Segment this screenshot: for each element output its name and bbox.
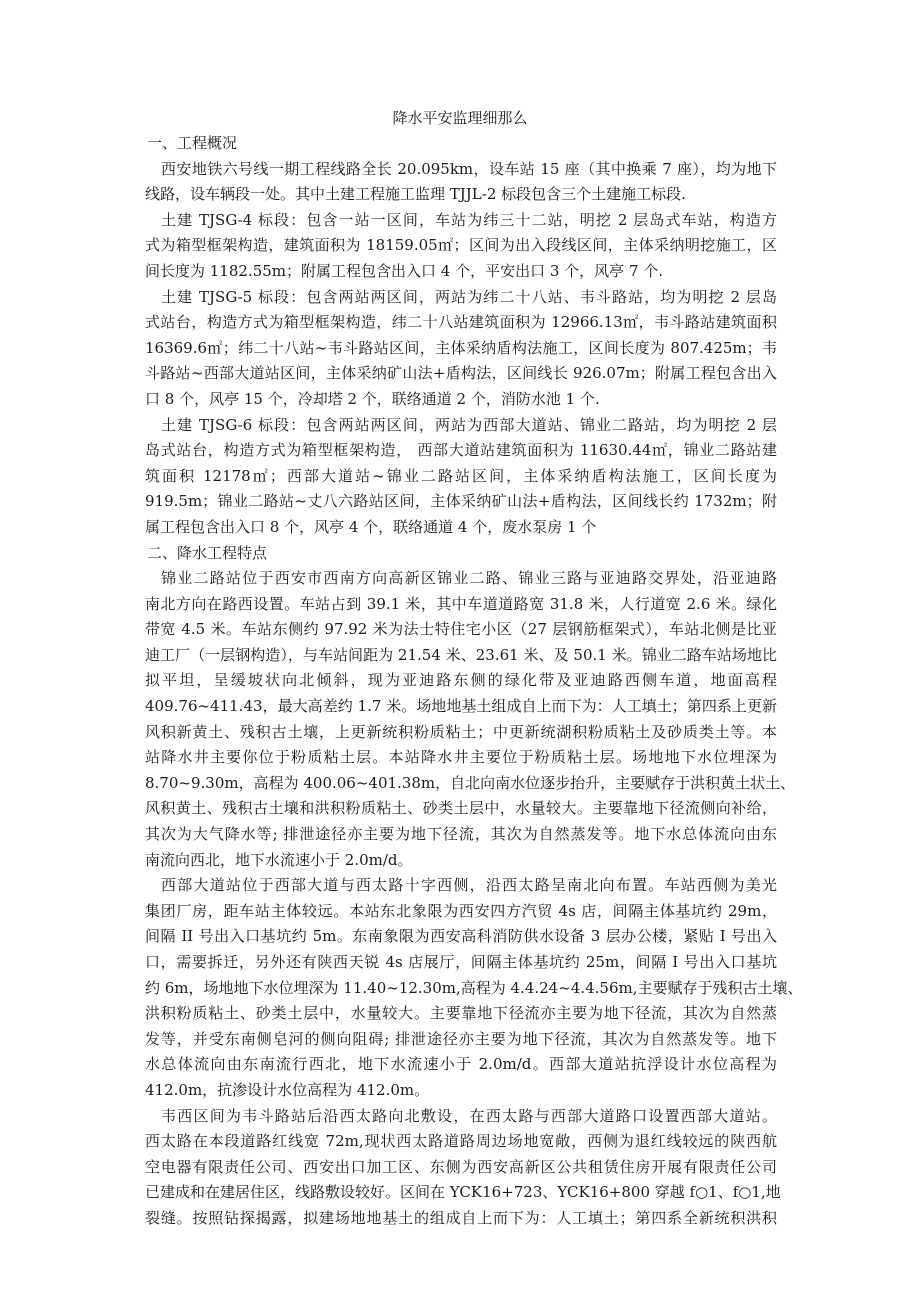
- paragraph-line: 土建 TJSG-4 标段：包含一站一区间，车站为纬三十二站，明挖 2 层岛式车站，构造方: [161, 210, 777, 229]
- paragraph-line: 409.76~411.43，最大高差约 1.7 米。场地地基土组成自上而下为：人工填土；第四系上更新: [145, 697, 777, 716]
- paragraph-line: 发等，并受东南侧皂河的侧向阻碍; 排泄途径亦主要为地下径流，其次为自然蒸发等。地下: [145, 1029, 777, 1048]
- paragraph-line: 属工程包含出入口 8 个，风亭 4 个，联络通道 4 个，废水泵房 1 个: [145, 517, 597, 536]
- paragraph-line: 集团厂房，距车站主体较远。本站东北象限为西安四方汽贸 4s 店，间隔主体基坑约 29m，: [145, 901, 777, 920]
- paragraph-line: 迪工厂（一层钢构造），与车站间距为 21.54 米、23.61 米、及 50.1 米。锦业二路车站场地比: [145, 645, 777, 664]
- paragraph-line: 空电器有限责任公司、西安出口加工区、东侧为西安高新区公共租赁住房开展有限责任公司: [145, 1157, 777, 1176]
- paragraph-line: 筑面积 12178㎡；西部大道站~锦业二路站区间，主体采纳盾构法施工，区间长度为: [145, 466, 777, 485]
- paragraph-line: 南北方向在路西设置。车站占到 39.1 米，其中车道道路宽 31.8 米，人行道宽 2.6 米。绿化: [145, 594, 777, 613]
- paragraph-line: 间隔 II 号出入口基坑约 5m。东南象限为西安高科消防供水设备 3 层办公楼，紧贴 I 号出入: [145, 927, 777, 946]
- paragraph-line: 式站台，构造方式为箱型框架构造，纬二十八站建筑面积为 12966.13㎡，韦斗路站建筑面积: [145, 313, 777, 332]
- paragraph-line: 带宽 4.5 米。车站东侧约 97.92 米为法士特住宅小区（27 层钢筋框架式），车站北侧是比亚: [145, 620, 777, 639]
- section-heading: 二、降水工程特点: [147, 543, 268, 562]
- document-body: [145, 131, 803, 1232]
- paragraph-line: 水总体流向由东南流行西北，地下水流速小于 2.0m/d。西部大道站抗浮设计水位高程为: [145, 1055, 777, 1074]
- paragraph-line: 裂缝。按照钻探揭露，拟建场地地基土的组成自上而下为：人工填土；第四系全新统积洪积: [145, 1208, 777, 1227]
- paragraph-line: 拟平坦，呈缓坡状向北倾斜，现为亚迪路东侧的绿化带及亚迪路西侧车道，地面高程: [145, 671, 777, 690]
- section-heading: 一、工程概况: [147, 134, 238, 152]
- document-title: 降水平安监理细那么: [392, 109, 528, 127]
- paragraph-line: 斗路站~西部大道站区间，主体采纳矿山法+盾构法，区间线长 926.07m；附属工程包含出入: [145, 364, 777, 383]
- paragraph-line: 线路，设车辆段一处。其中土建工程施工监理 TJJL-2 标段包含三个土建施工标段.: [145, 185, 686, 204]
- paragraph-line: 8.70~9.30m，高程为 400.06~401.38m，自北向南水位逐步抬升，主要赋存于洪积黄土状土、: [145, 773, 796, 792]
- paragraph-line: 其次为大气降水等; 排泄途径亦主要为地下径流，其次为自然蒸发等。地下水总体流向由东: [145, 825, 777, 844]
- paragraph-line: 锦业二路站位于西安市西南方向高新区锦业二路、锦业三路与亚迪路交界处，沿亚迪路: [161, 569, 777, 588]
- paragraph-line: 洪积粉质粘土、砂类土层中，水量较大。主要靠地下径流亦主要为地下径流，其次为自然蒸: [145, 1004, 777, 1023]
- paragraph-line: 岛式站台，构造方式为箱型框架构造， 西部大道站建筑面积为 11630.44㎡，锦业二路站建: [145, 441, 777, 460]
- paragraph-line: 约 6m，场地地下水位埋深为 11.40~12.30m,高程为 4.4.24~4.4.56m,主要赋存于残积古土壤、: [145, 978, 803, 997]
- paragraph-line: 西部大道站位于西部大道与西太路十字西侧，沿西太路呈南北向布置。车站西侧为美光: [161, 876, 777, 895]
- paragraph-line: 土建 TJSG-5 标段：包含两站两区间，两站为纬二十八站、韦斗路站，均为明挖 2 层岛: [161, 287, 777, 306]
- paragraph-line: 412.0m，抗渗设计水位高程为 412.0m。: [145, 1080, 430, 1099]
- paragraph-line: 风积黄土、残积古土壤和洪积粉质粘土、砂类土层中，水量较大。主要靠地下径流侧向补给，: [145, 799, 777, 818]
- paragraph-line: 间长度为 1182.55m；附属工程包含出入口 4 个，平安出口 3 个，风亭 7 个.: [145, 261, 664, 280]
- paragraph-line: 西太路在本段道路红线宽 72m,现状西太路道路周边场地宽敞，西侧为退红线较远的陕西航: [145, 1132, 777, 1151]
- paragraph-line: 口 8 个，风亭 15 个，冷却塔 2 个，联络通道 2 个，消防水池 1 个.: [145, 389, 600, 408]
- paragraph-line: 土建 TJSG-6 标段：包含两站两区间，两站为西部大道站、锦业二路站，均为明挖 2 层: [161, 415, 777, 434]
- paragraph-line: 口，需要拆迁，另外还有陕西天锐 4s 店展厅，间隔主体基坑约 25m，间隔 I 号出入口基坑: [145, 953, 777, 971]
- paragraph-line: 风积新黄土、残积古土壤，上更新统积粉质粘土；中更新统湖积粉质粘土及砂质类土等。本: [145, 722, 777, 741]
- paragraph-line: 南流向西北，地下水流速小于 2.0m/d。: [145, 850, 413, 869]
- paragraph-line: 韦西区间为韦斗路站后沿西太路向北敷设，在西太路与西部大道路口设置西部大道站。: [161, 1106, 777, 1125]
- paragraph-line: 已建成和在建居住区，线路敷设较好。区间在 YCK16+723、YCK16+800 穿越 f○1、f○1,地: [145, 1183, 781, 1202]
- paragraph-line: 西安地铁六号线一期工程线路全长 20.095km，设车站 15 座（其中换乘 7 座），均为地下: [161, 159, 777, 178]
- paragraph-line: 站降水井主要你位于粉质粘土层。本站降水井主要位于粉质粘土层。场地地下水位埋深为: [145, 748, 777, 767]
- paragraph-line: 16369.6㎡；纬二十八站~韦斗路站区间，主体采纳盾构法施工，区间长度为 807.425m；韦: [145, 338, 777, 357]
- paragraph-line: 919.5m；锦业二路站~丈八六路站区间，主体采纳矿山法+盾构法，区间线长约 1732m；附: [145, 492, 777, 511]
- paragraph-line: 式为箱型框架构造，建筑面积为 18159.05㎡；区间为出入段线区间，主体采纳明挖施工，区: [145, 236, 777, 255]
